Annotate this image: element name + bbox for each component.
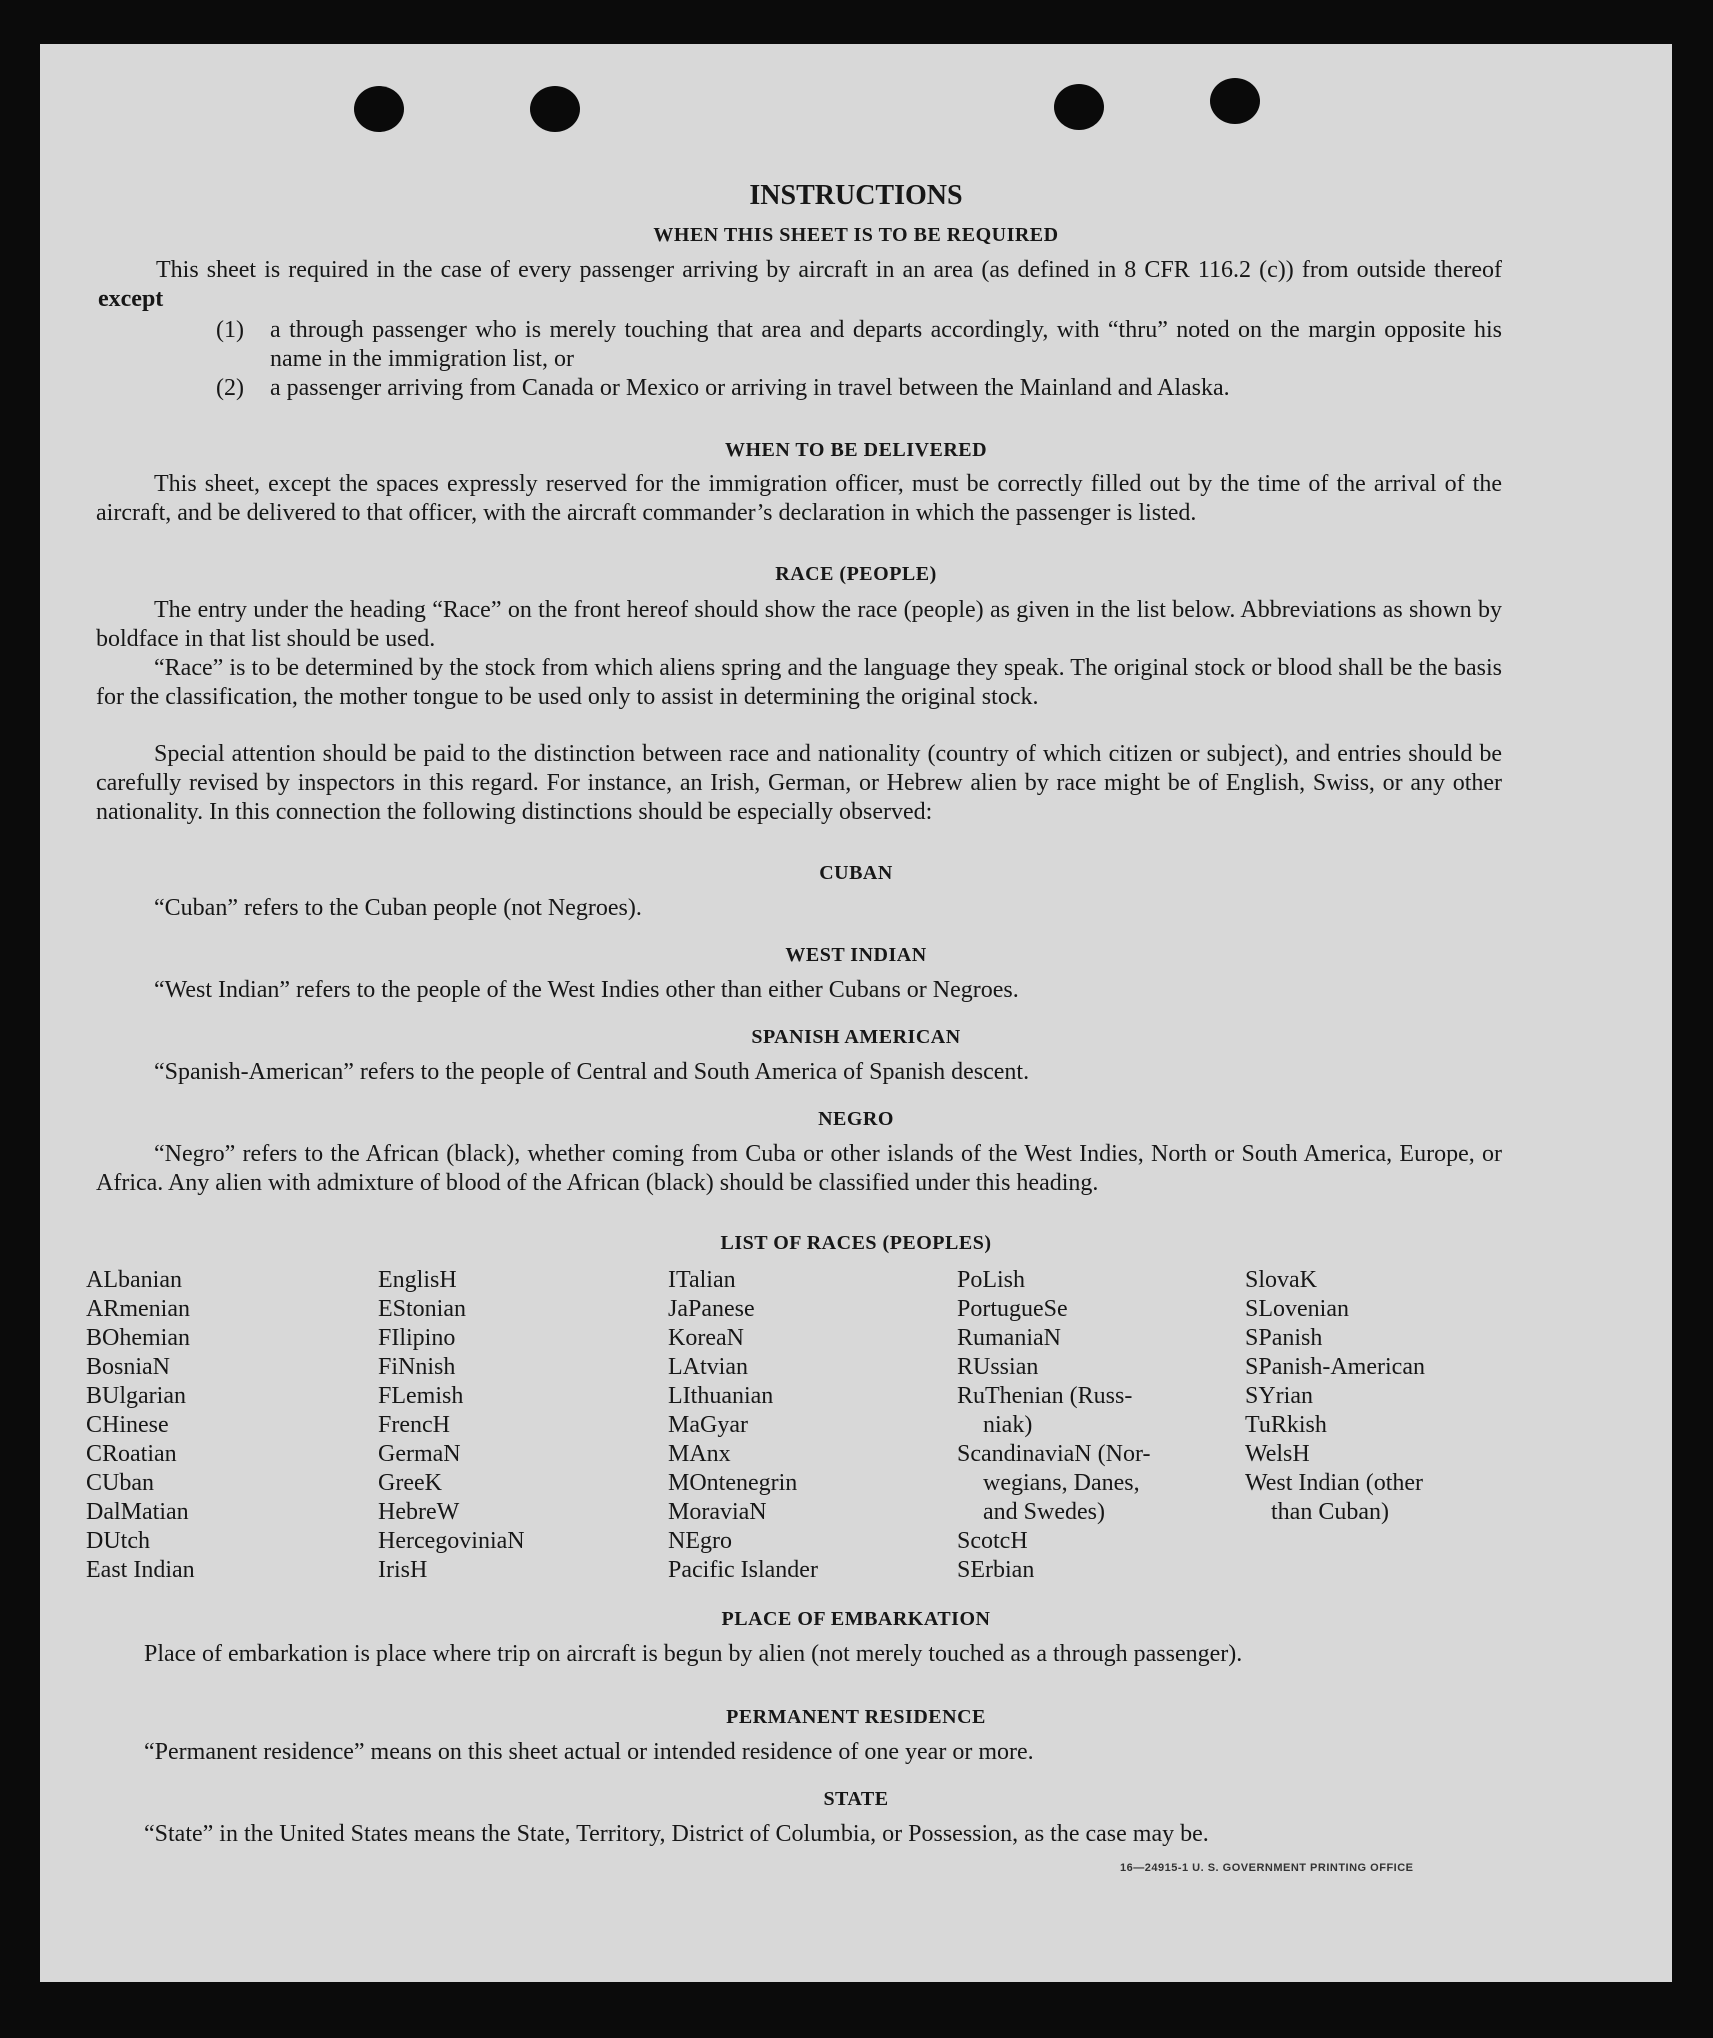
race-entry: HercegoviniaN — [378, 1528, 525, 1554]
race-entry-continuation: niak) — [983, 1412, 1033, 1438]
race-entry: RumaniaN — [957, 1325, 1061, 1351]
item-text: a through passenger who is merely touching that area and departs accordingly, with “thru” noted on the margin opposite his name in the immigration list, or — [270, 317, 1502, 372]
heading-state: STATE — [823, 1788, 889, 1810]
race-entry: HebreW — [378, 1499, 460, 1525]
race-entry: GreeK — [378, 1470, 442, 1496]
spanish-american-text: “Spanish-American” refers to the people of Central and South America of Spanish descent. — [154, 1059, 1030, 1085]
heading-embarkation: PLACE OF EMBARKATION — [721, 1608, 991, 1630]
race-entry: EStonian — [378, 1296, 466, 1322]
printer-imprint: 16—24915-1 U. S. GOVERNMENT PRINTING OFFICE — [1120, 1862, 1414, 1874]
race-entry-continuation: wegians, Danes, — [983, 1470, 1140, 1496]
race-entry: ScotcH — [957, 1528, 1028, 1554]
race-column-1 — [86, 1266, 195, 1585]
cuban-text: “Cuban” refers to the Cuban people (not Negroes). — [154, 895, 642, 921]
race-entry: TuRkish — [1245, 1412, 1327, 1438]
west-indian-text: “West Indian” refers to the people of the West Indies other than either Cubans or Negroes. — [154, 977, 1019, 1003]
race-entry: SLovenian — [1245, 1296, 1349, 1322]
race-entry: FIlipino — [378, 1325, 456, 1351]
race-entry: KoreaN — [668, 1325, 744, 1351]
race-entry: DUtch — [86, 1528, 150, 1554]
heading-list-of-races: LIST OF RACES (PEOPLES) — [720, 1232, 992, 1254]
race-entry: SlovaK — [1245, 1267, 1317, 1293]
race-entry: MaGyar — [668, 1412, 748, 1438]
intro-except: except — [98, 286, 164, 312]
race-entry: LIthuanian — [668, 1383, 774, 1409]
punch-hole — [354, 86, 404, 132]
race-entry: MAnx — [668, 1441, 731, 1467]
race-entry: East Indian — [86, 1557, 195, 1583]
race-entry: DalMatian — [86, 1499, 189, 1525]
embarkation-text: Place of embarkation is place where trip on aircraft is begun by alien (not merely touched as a through passenger). — [144, 1641, 1243, 1667]
state-text: “State” in the United States means the State, Territory, District of Columbia, or Possession, as the case may be. — [144, 1821, 1209, 1847]
page-title: INSTRUCTIONS — [749, 180, 963, 211]
heading-cuban: CUBAN — [819, 862, 893, 884]
race-paragraph-3: Special attention should be paid to the distinction between race and nationality (country of which citizen or subject), and entries should be carefully revised by inspectors in this regard. For instance, an Irish, German, or Hebrew alien by race might be of English, Swiss, or any other nationality. In this connection the following distinctions should be especially observed: — [96, 741, 1502, 825]
residence-text: “Permanent residence” means on this sheet actual or intended residence of one year or more. — [144, 1739, 1034, 1765]
race-entry: BOhemian — [86, 1325, 190, 1351]
race-entry: Pacific Islander — [668, 1557, 818, 1583]
race-entry: SErbian — [957, 1557, 1035, 1583]
race-entry: JaPanese — [668, 1296, 755, 1322]
punch-hole — [1210, 78, 1260, 124]
race-entry: West Indian (other — [1245, 1470, 1424, 1496]
heading-west-indian: WEST INDIAN — [785, 944, 927, 966]
when-delivered-text: This sheet, except the spaces expressly reserved for the immigration officer, must be correctly filled out by the time of the arrival of the aircraft, and be delivered to that officer, with the aircraft commander’s declaration in which the passenger is listed. — [96, 471, 1502, 526]
race-entry: BUlgarian — [86, 1383, 186, 1409]
race-entry: SYrian — [1245, 1383, 1313, 1409]
intro-text: This sheet is required in the case of every passenger arriving by aircraft in an area (as defined in 8 CFR 116.2 (c)) from outside thereof — [156, 257, 1502, 283]
when-required-intro — [98, 256, 1502, 314]
item-text: a passenger arriving from Canada or Mexico or arriving in travel between the Mainland and Alaska. — [270, 375, 1230, 401]
race-entry: CHinese — [86, 1412, 169, 1438]
race-entry: ITalian — [668, 1267, 736, 1293]
race-entry: MoraviaN — [668, 1499, 767, 1525]
race-entry: ScandinaviaN (Nor- — [957, 1441, 1151, 1467]
race-entry: FiNnish — [378, 1354, 456, 1380]
negro-text: “Negro” refers to the African (black), whether coming from Cuba or other islands of the West Indies, North or South America, Europe, or Africa. Any alien with admixture of blood of the African (black) should be classified under this heading. — [96, 1141, 1502, 1196]
race-entry: MOntenegrin — [668, 1470, 798, 1496]
punch-hole — [1054, 84, 1104, 130]
race-entry: ALbanian — [86, 1267, 182, 1293]
race-column-3 — [668, 1266, 818, 1585]
item-number: (1) — [216, 317, 244, 343]
race-entry: LAtvian — [668, 1354, 748, 1380]
race-entry-continuation: and Swedes) — [983, 1499, 1105, 1525]
heading-when-required: WHEN THIS SHEET IS TO BE REQUIRED — [653, 224, 1059, 246]
race-entry: PoLish — [957, 1267, 1026, 1293]
heading-permanent-residence: PERMANENT RESIDENCE — [726, 1706, 986, 1728]
race-entry: FrencH — [378, 1412, 450, 1438]
heading-spanish-american: SPANISH AMERICAN — [751, 1026, 961, 1048]
race-entry-continuation: than Cuban) — [1271, 1499, 1389, 1525]
race-entry: GermaN — [378, 1441, 461, 1467]
race-entry: ARmenian — [86, 1296, 190, 1322]
race-entry: IrisH — [378, 1557, 428, 1583]
race-entry: RuThenian (Russ- — [957, 1383, 1133, 1409]
heading-negro: NEGRO — [818, 1108, 894, 1130]
race-entry: FLemish — [378, 1383, 464, 1409]
race-paragraph-2: “Race” is to be determined by the stock from which aliens spring and the language they speak. The original stock or blood shall be the basis for the classification, the mother tongue to be used only to assist in determining the original stock. — [96, 655, 1502, 710]
race-entry: SPanish-American — [1245, 1354, 1425, 1380]
race-entry: RUssian — [957, 1354, 1039, 1380]
punch-hole — [530, 86, 580, 132]
item-number: (2) — [216, 375, 244, 401]
race-entry: CUban — [86, 1470, 154, 1496]
race-column-5 — [1245, 1266, 1425, 1527]
race-entry: CRoatian — [86, 1441, 177, 1467]
race-entry: SPanish — [1245, 1325, 1323, 1351]
heading-race: RACE (PEOPLE) — [775, 563, 937, 585]
form-sheet — [40, 44, 1672, 1982]
race-paragraph-1: The entry under the heading “Race” on the front hereof should show the race (people) as given in the list below. Abbreviations as shown by boldface in that list should be used. — [96, 597, 1502, 652]
race-entry: NEgro — [668, 1528, 732, 1554]
race-entry: BosniaN — [86, 1354, 170, 1380]
race-column-4 — [957, 1266, 1150, 1585]
race-column-2 — [378, 1266, 525, 1585]
race-entry: WelsH — [1245, 1441, 1310, 1467]
heading-when-delivered: WHEN TO BE DELIVERED — [724, 439, 988, 461]
race-entry: EnglisH — [378, 1267, 457, 1293]
race-entry: PortugueSe — [957, 1296, 1068, 1322]
